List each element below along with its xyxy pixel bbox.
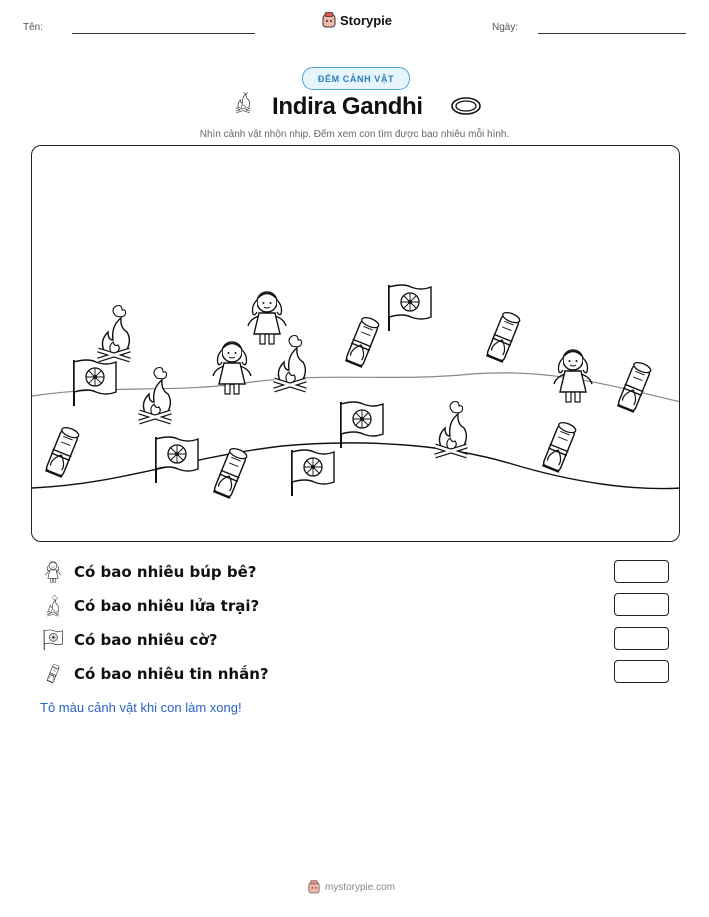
counting-scene bbox=[31, 145, 680, 542]
message-scroll-icon bbox=[42, 663, 64, 685]
doll bbox=[554, 350, 592, 402]
instructions: Nhìn cảnh vật nhộn nhịp. Đếm xem con tìm được bao nhiêu mỗi hình. bbox=[199, 129, 510, 140]
activity-badge: ĐẾM CẢNH VẬT bbox=[302, 67, 410, 90]
question-text: Có bao nhiêu búp bê? bbox=[74, 563, 257, 581]
scene-illustration bbox=[32, 146, 680, 542]
footer bbox=[308, 880, 395, 894]
doll-icon bbox=[42, 561, 64, 583]
flag bbox=[341, 402, 383, 448]
question-text: Có bao nhiêu lửa trại? bbox=[74, 597, 260, 615]
campfire-icon bbox=[232, 92, 254, 118]
answer-box-flags[interactable] bbox=[614, 627, 669, 650]
date-label: Ngày: bbox=[492, 22, 519, 33]
coloring-note: Tô màu cảnh vật khi con làm xong! bbox=[40, 700, 242, 715]
campfire bbox=[274, 336, 306, 391]
answer-box-campfires[interactable] bbox=[614, 593, 669, 616]
message-scroll bbox=[344, 315, 381, 367]
message-scroll bbox=[616, 360, 653, 412]
message-scroll bbox=[541, 420, 578, 472]
date-field[interactable] bbox=[538, 33, 686, 34]
question-messages bbox=[42, 663, 269, 685]
storypie-logo-icon bbox=[308, 880, 320, 894]
message-scroll bbox=[44, 425, 81, 477]
answer-box-dolls[interactable] bbox=[614, 560, 669, 583]
question-text: Có bao nhiêu tin nhắn? bbox=[74, 665, 269, 683]
flag bbox=[74, 360, 116, 406]
question-dolls bbox=[42, 561, 256, 583]
answer-box-messages[interactable] bbox=[614, 660, 669, 683]
question-text: Có bao nhiêu cờ? bbox=[74, 631, 218, 649]
campfire bbox=[435, 402, 467, 457]
brand-name: Storypie bbox=[340, 12, 393, 28]
bangle-icon bbox=[450, 96, 482, 116]
brand-logo bbox=[322, 12, 392, 28]
flag bbox=[292, 450, 334, 496]
message-scroll bbox=[485, 310, 522, 362]
flag bbox=[389, 285, 431, 331]
page-title: Indira Gandhi bbox=[272, 93, 423, 120]
campfire bbox=[98, 306, 130, 361]
question-flags bbox=[42, 629, 217, 651]
message-scroll bbox=[212, 446, 249, 498]
doll bbox=[248, 292, 286, 344]
name-field[interactable] bbox=[72, 33, 255, 34]
question-campfires bbox=[42, 595, 259, 617]
name-label: Tên: bbox=[23, 22, 44, 33]
campfire-icon bbox=[42, 595, 64, 617]
storypie-logo-icon bbox=[322, 12, 336, 28]
flag-icon bbox=[42, 629, 64, 651]
footer-url: mystorypie.com bbox=[325, 881, 396, 893]
flag bbox=[156, 437, 198, 483]
campfire bbox=[139, 368, 171, 423]
